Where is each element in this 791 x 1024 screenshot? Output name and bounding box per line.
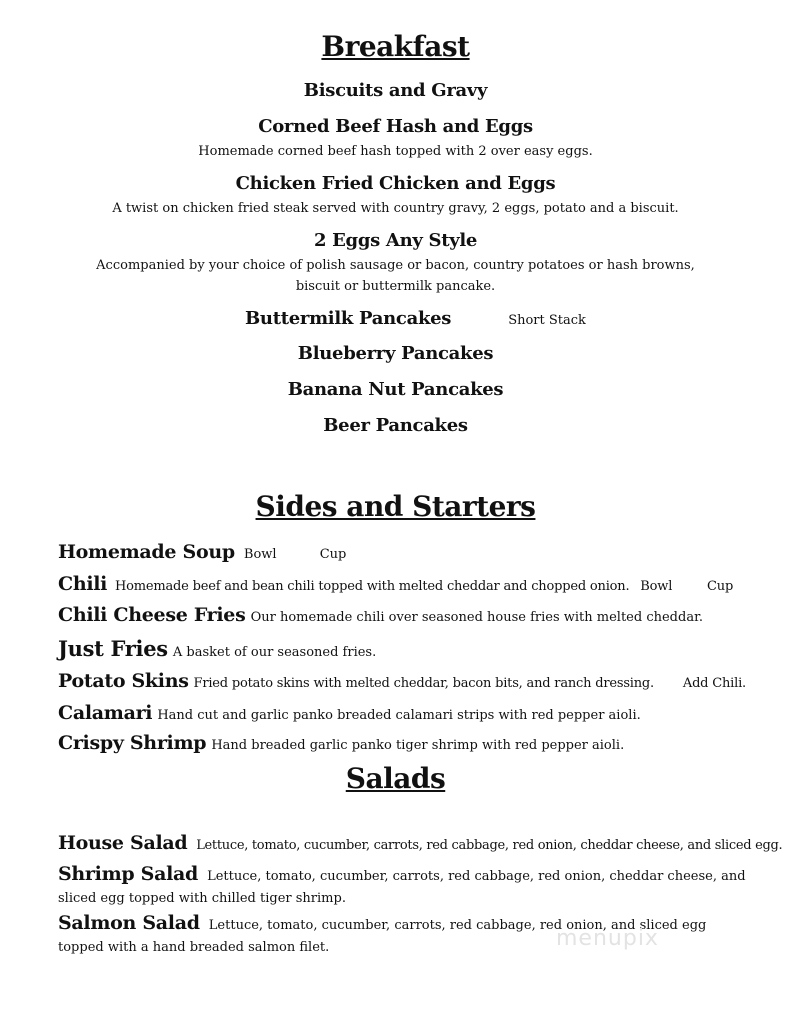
menupix-watermark: menupix bbox=[556, 926, 659, 951]
chicken-fried-name: Chicken Fried Chicken and Eggs bbox=[235, 173, 556, 194]
calamari-desc: Hand cut and garlic panko breaded calamari strips with red pepper aioli. bbox=[157, 708, 641, 723]
potato-skins-row bbox=[58, 670, 751, 692]
shrimp-salad-desc: Lettuce, tomato, cucumber, carrots, red cabbage, red onion, cheddar cheese, and sliced egg topped with chilled tiger shrimp. bbox=[58, 869, 746, 906]
sides-heading: Sides and Starters bbox=[255, 490, 536, 523]
blueberry-pancakes: Blueberry Pancakes bbox=[297, 343, 494, 364]
chicken-fried-desc: A twist on chicken fried steak served with country gravy, 2 eggs, potato and a biscuit. bbox=[112, 201, 679, 216]
house-salad-desc: Lettuce, tomato, cucumber, carrots, red cabbage, red onion, cheddar cheese, and sliced egg. bbox=[196, 838, 783, 853]
just-fries-name: Just Fries bbox=[58, 636, 168, 661]
house-salad-row bbox=[58, 832, 783, 854]
chili-desc: Homemade beef and bean chili topped with melted cheddar and chopped onion. bbox=[114, 579, 630, 594]
chili-cheese-fries-row bbox=[58, 604, 751, 626]
biscuits-and-gravy: Biscuits and Gravy bbox=[303, 80, 488, 101]
calamari-row bbox=[58, 702, 751, 724]
shrimp-salad-row bbox=[58, 864, 751, 909]
just-fries-row bbox=[58, 636, 751, 661]
salmon-salad-name: Salmon Salad bbox=[58, 912, 200, 934]
buttermilk-row bbox=[245, 308, 586, 329]
corned-beef-name: Corned Beef Hash and Eggs bbox=[258, 116, 533, 137]
beer-pancakes: Beer Pancakes bbox=[323, 415, 468, 436]
soup-name: Homemade Soup bbox=[58, 541, 235, 563]
short-stack: Short Stack bbox=[508, 313, 586, 328]
chili-bowl: Bowl bbox=[640, 579, 673, 594]
chili-cup: Cup bbox=[707, 579, 734, 594]
crispy-shrimp-desc: Hand breaded garlic panko tiger shrimp with red pepper aioli. bbox=[211, 738, 625, 753]
two-eggs-name: 2 Eggs Any Style bbox=[313, 230, 478, 251]
house-salad-name: House Salad bbox=[58, 832, 188, 854]
crispy-shrimp-row bbox=[58, 732, 751, 754]
soup-cup: Cup bbox=[319, 547, 347, 562]
two-eggs-desc-line2: biscuit or buttermilk pancake. bbox=[295, 279, 496, 294]
corned-beef-desc: Homemade corned beef hash topped with 2 over easy eggs. bbox=[198, 144, 593, 159]
chili-cheese-fries-name: Chili Cheese Fries bbox=[58, 604, 246, 626]
buttermilk-pancakes: Buttermilk Pancakes bbox=[245, 308, 452, 329]
chili-row bbox=[58, 573, 751, 595]
banana-nut-pancakes: Banana Nut Pancakes bbox=[287, 379, 504, 400]
shrimp-salad-name: Shrimp Salad bbox=[58, 863, 199, 885]
salads-heading: Salads bbox=[345, 762, 446, 795]
crispy-shrimp-name: Crispy Shrimp bbox=[58, 732, 207, 754]
just-fries-desc: A basket of our seasoned fries. bbox=[172, 645, 377, 660]
breakfast-heading: Breakfast bbox=[321, 30, 470, 63]
two-eggs-desc-line1: Accompanied by your choice of polish sausage or bacon, country potatoes or hash browns, bbox=[96, 258, 695, 273]
soup-bowl: Bowl bbox=[243, 547, 277, 562]
chili-name: Chili bbox=[58, 573, 108, 595]
salmon-salad-desc: Lettuce, tomato, cucumber, carrots, red cabbage, red onion, and sliced egg topped with a hand breaded salmon filet. bbox=[58, 918, 707, 955]
chili-cheese-fries-desc: Our homemade chili over seasoned house fries with melted cheddar. bbox=[250, 610, 703, 625]
potato-skins-desc: Fried potato skins with melted cheddar, bacon bits, and ranch dressing. bbox=[193, 676, 654, 691]
potato-skins-add-chili: Add Chili. bbox=[682, 676, 746, 691]
soup-row bbox=[58, 541, 751, 563]
calamari-name: Calamari bbox=[58, 702, 153, 724]
potato-skins-name: Potato Skins bbox=[58, 670, 189, 692]
